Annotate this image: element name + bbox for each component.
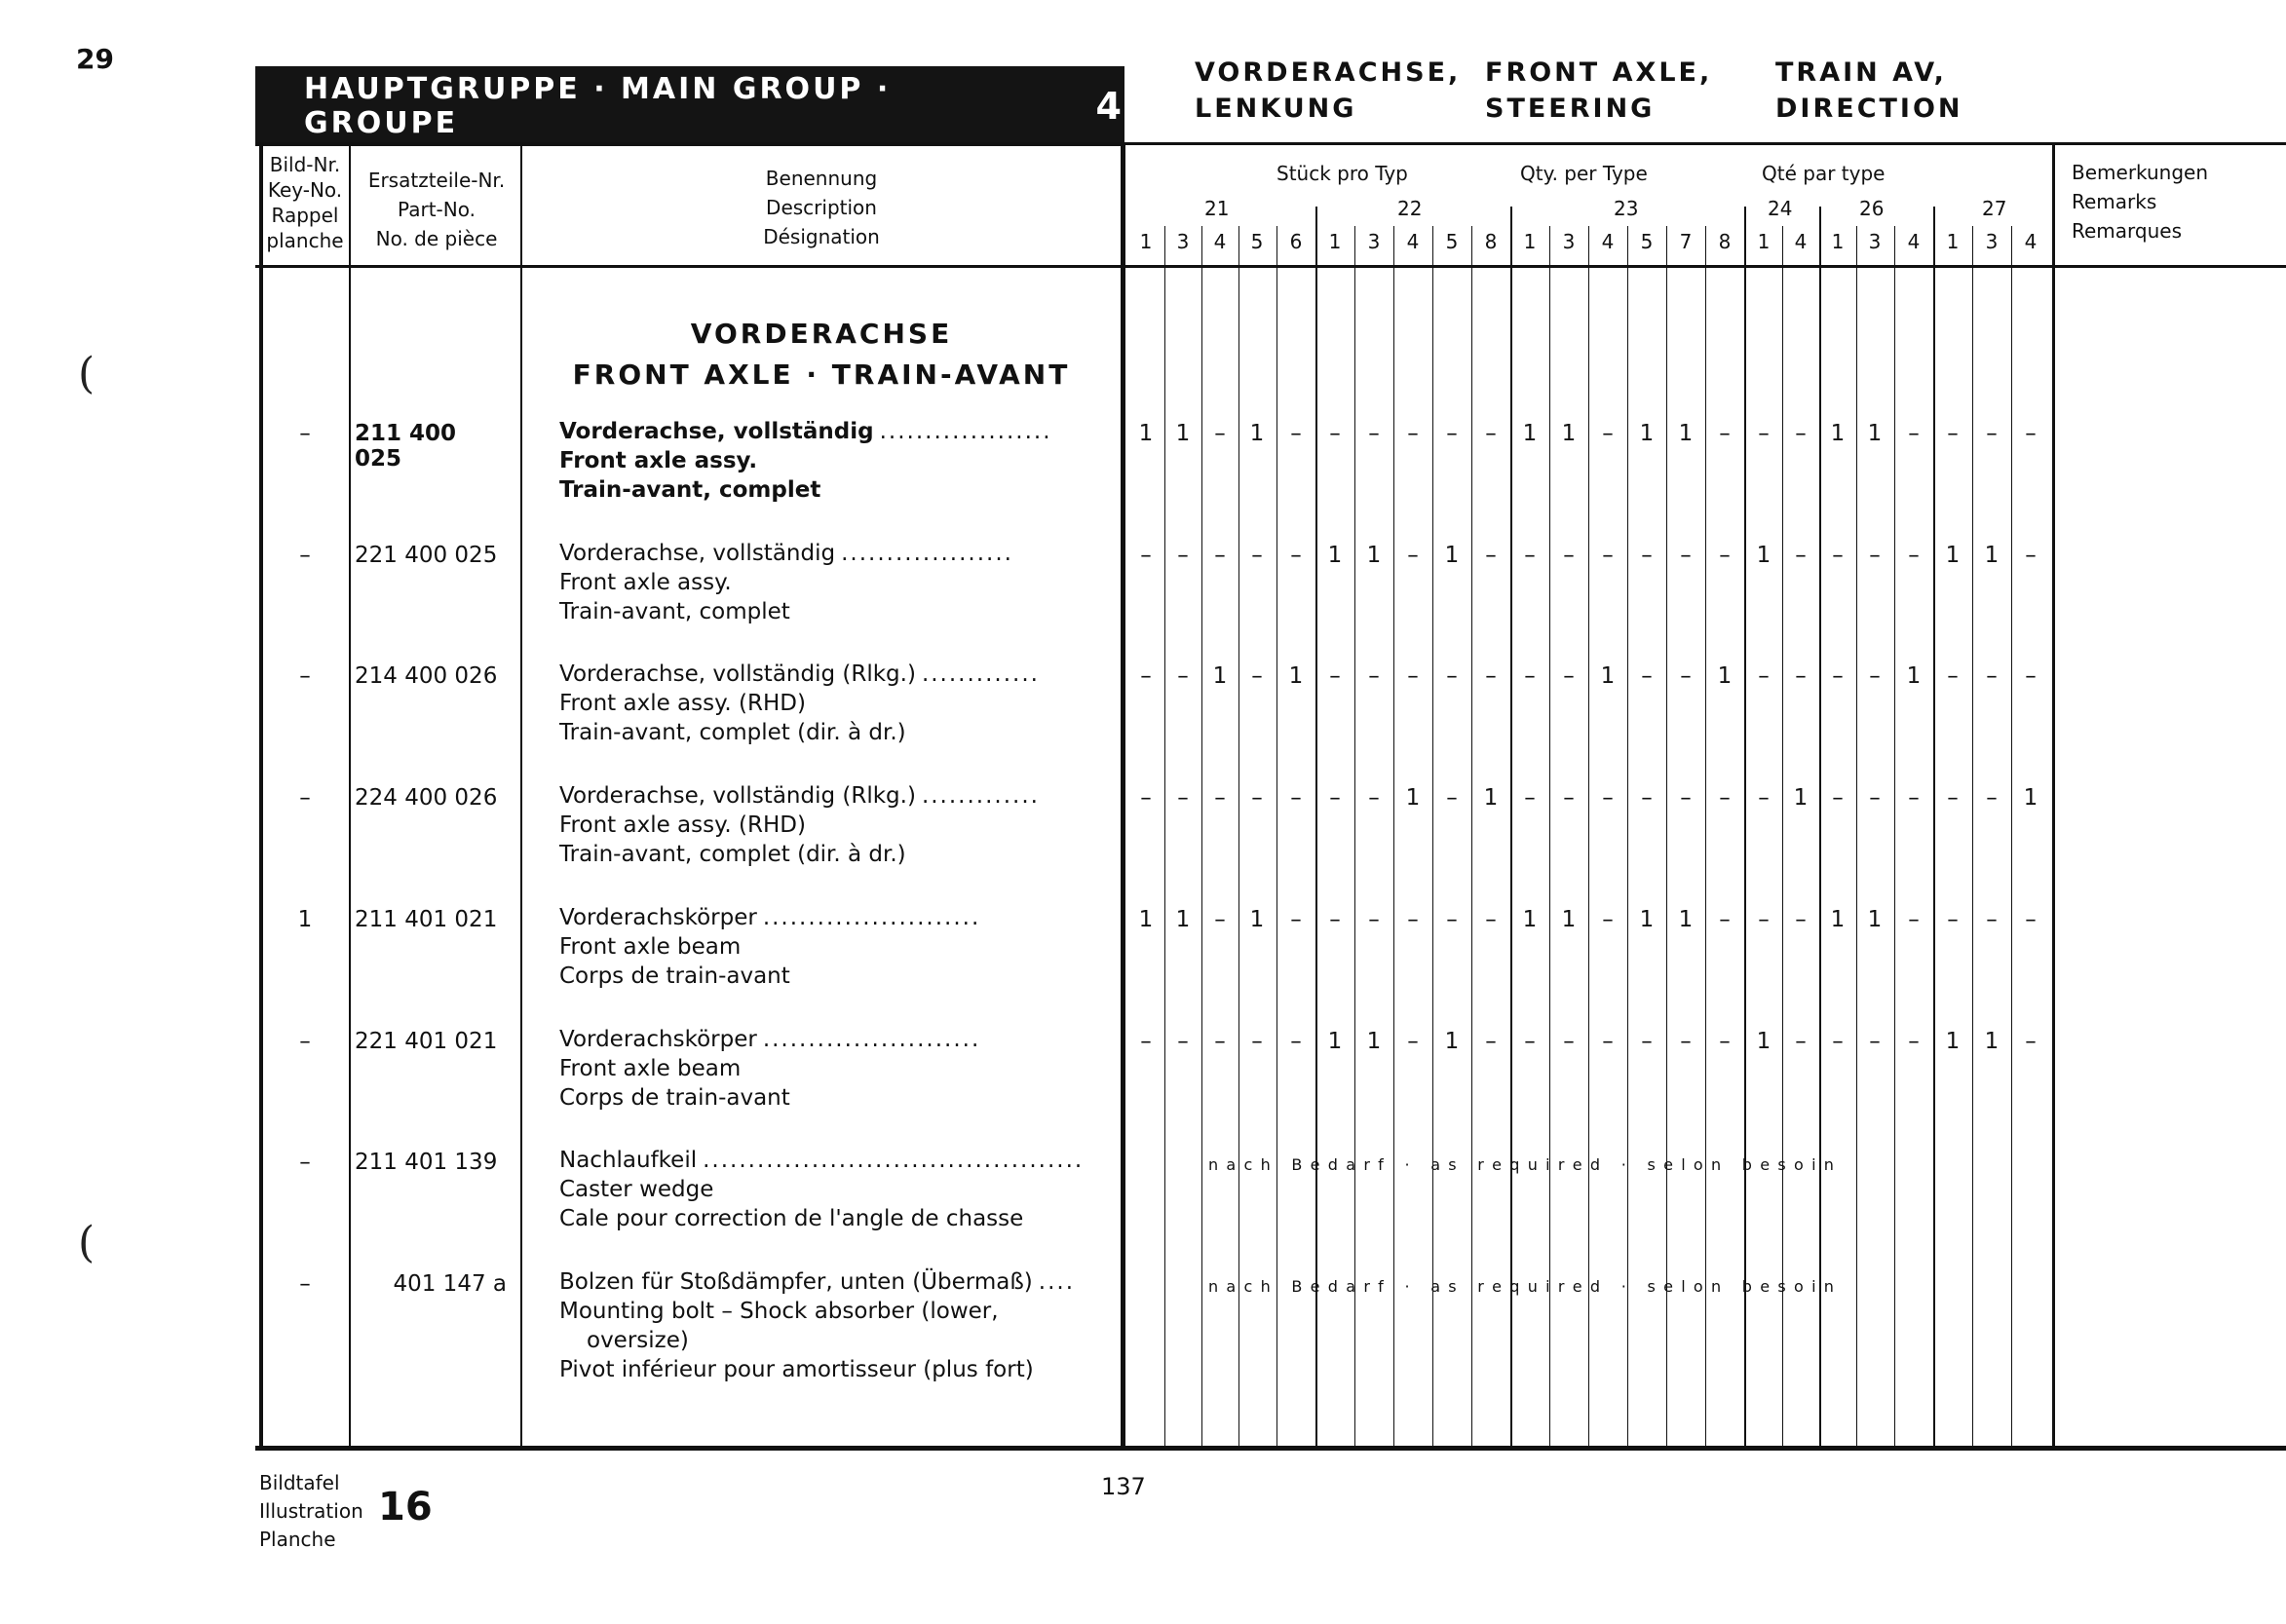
qty-column-divider <box>1705 226 1706 1448</box>
qty-cell: – <box>1485 421 1497 446</box>
qty-cell: – <box>1251 785 1263 811</box>
qty-cell: 1 <box>1522 421 1538 446</box>
qty-cell: – <box>1869 543 1881 568</box>
qty-subcolumn-number: 4 <box>1213 230 1227 253</box>
qty-cell: – <box>1869 785 1881 811</box>
type-group-label: 24 <box>1768 197 1793 220</box>
qty-column-divider <box>1666 226 1667 1448</box>
qty-cell: – <box>1832 1029 1844 1054</box>
key-column-header: Bild-Nr. Key-No. Rappel planche <box>266 153 344 252</box>
qty-cell: 1 <box>1212 663 1228 689</box>
qty-cell: – <box>1908 1029 1920 1054</box>
row-description: Vorderachse, vollständig ................... Front axle assy. Train-avant, complet <box>559 541 1013 624</box>
qty-subcolumn-number: 1 <box>1831 230 1845 253</box>
qty-cell: – <box>2025 1029 2037 1054</box>
row-key-number: – <box>299 1150 311 1175</box>
qty-cell: – <box>1719 543 1731 568</box>
row-part-number: 211 401 139 <box>355 1150 498 1175</box>
qty-cell: 1 <box>1561 907 1577 932</box>
qty-subcolumn-number: 8 <box>1718 230 1732 253</box>
qty-cell: – <box>1641 785 1653 811</box>
row-key-number: – <box>299 421 311 446</box>
qty-header-english: Qty. per Type <box>1520 162 1648 185</box>
row-description: Vorderachse, vollständig (Rlkg.) ............. Front axle assy. (RHD) Train-avant, complet (dir. à dr.) <box>559 783 1040 867</box>
qty-cell: – <box>1485 543 1497 568</box>
qty-cell: – <box>1795 543 1807 568</box>
header-title-german: VORDERACHSE, LENKUNG <box>1195 57 1462 124</box>
qty-column-divider <box>1354 226 1355 1448</box>
qty-cell: – <box>1485 1029 1497 1054</box>
qty-cell: – <box>1177 1029 1189 1054</box>
qty-column-divider <box>2011 226 2012 1448</box>
qty-cell: 1 <box>1756 543 1772 568</box>
qty-cell: – <box>1680 543 1692 568</box>
qty-cell: – <box>1368 421 1380 446</box>
as-required-note: n a c h B e d a r f · a s r e q u i r e d · s e l o n b e s o i n <box>1208 1155 1836 1174</box>
row-part-number: 221 400 025 <box>355 543 498 568</box>
qty-cell: – <box>1524 543 1536 568</box>
qty-cell: – <box>1407 421 1419 446</box>
qty-cell: 1 <box>2023 785 2038 811</box>
qty-cell: – <box>1214 785 1226 811</box>
qty-cell: – <box>1214 421 1226 446</box>
qty-cell: – <box>1832 543 1844 568</box>
row-description: Bolzen für Stoßdämpfer, unten (Übermaß) .... Mounting bolt – Shock absorber (lower, oversize) Pivot inférieur pour amortisseur (plus fort) <box>559 1269 1076 1382</box>
qty-cell: 1 <box>1639 907 1655 932</box>
qty-cell: 1 <box>1483 785 1499 811</box>
qty-cell: – <box>1680 1029 1692 1054</box>
qty-cell: – <box>1869 1029 1881 1054</box>
qty-cell: 1 <box>1249 421 1265 446</box>
qty-cell: – <box>1795 1029 1807 1054</box>
qty-cell: – <box>1407 1029 1419 1054</box>
qty-cell: 1 <box>1984 1029 2000 1054</box>
qty-cell: – <box>1214 907 1226 932</box>
qty-cell: – <box>1290 421 1302 446</box>
qty-cell: – <box>1407 543 1419 568</box>
qty-cell: – <box>1290 785 1302 811</box>
qty-cell: – <box>1563 543 1575 568</box>
qty-cell: – <box>1368 907 1380 932</box>
qty-cell: 1 <box>1678 907 1694 932</box>
qty-cell: – <box>1290 543 1302 568</box>
qty-cell: – <box>1446 785 1458 811</box>
row-part-number: 211 401 021 <box>355 907 498 932</box>
qty-cell: 1 <box>1678 421 1694 446</box>
qty-cell: – <box>1524 785 1536 811</box>
qty-cell: – <box>1177 543 1189 568</box>
qty-subcolumn-number: 1 <box>1757 230 1771 253</box>
qty-cell: – <box>1140 663 1152 689</box>
remarks-column-header: Bemerkungen Remarks Remarques <box>2072 161 2209 243</box>
qty-cell: – <box>1563 663 1575 689</box>
qty-cell: 1 <box>1444 543 1460 568</box>
qty-cell: – <box>1368 663 1380 689</box>
row-key-number: – <box>299 1271 311 1297</box>
qty-column-divider <box>1856 226 1857 1448</box>
qty-cell: – <box>1947 785 1959 811</box>
qty-cell: – <box>1947 907 1959 932</box>
qty-cell: – <box>1719 785 1731 811</box>
qty-cell: – <box>1329 663 1341 689</box>
qty-cell: – <box>1680 785 1692 811</box>
qty-cell: – <box>1602 421 1614 446</box>
qty-subcolumn-number: 4 <box>2024 230 2038 253</box>
qty-cell: – <box>1251 663 1263 689</box>
row-key-number: – <box>299 1029 311 1054</box>
main-group-label: HAUPTGRUPPE · MAIN GROUP · GROUPE <box>304 72 892 140</box>
qty-cell: 1 <box>1717 663 1733 689</box>
qty-column-divider <box>1201 226 1202 1448</box>
qty-cell: – <box>1329 421 1341 446</box>
qty-cell: – <box>1177 785 1189 811</box>
qty-cell: – <box>1485 907 1497 932</box>
plate-label: Bildtafel Illustration Planche <box>259 1471 363 1551</box>
qty-cell: – <box>1641 1029 1653 1054</box>
type-group-label: 22 <box>1397 197 1423 220</box>
qty-cell: 1 <box>1288 663 1304 689</box>
qty-column-divider <box>1782 226 1783 1448</box>
row-description: Vorderachse, vollständig (Rlkg.) ............. Front axle assy. (RHD) Train-avant, complet (dir. à dr.) <box>559 661 1040 745</box>
qty-cell: – <box>1719 421 1731 446</box>
qty-column-divider <box>1432 226 1433 1448</box>
row-description: Vorderachse, vollständig ................... Front axle assy. Train-avant, complet <box>559 419 1052 503</box>
qty-cell: – <box>1832 663 1844 689</box>
qty-cell: – <box>2025 907 2037 932</box>
qty-cell: – <box>1908 907 1920 932</box>
part-column-header: Ersatzteile-Nr. Part-No. No. de pièce <box>367 169 506 250</box>
qty-subcolumn-number: 5 <box>1250 230 1264 253</box>
qty-cell: – <box>1758 907 1770 932</box>
qty-cell: – <box>1140 785 1152 811</box>
qty-cell: – <box>1986 421 1998 446</box>
row-part-number: 224 400 026 <box>355 785 498 811</box>
qty-column-divider <box>1164 226 1165 1448</box>
qty-cell: 1 <box>1138 421 1154 446</box>
type-group-label: 23 <box>1614 197 1639 220</box>
qty-column-divider <box>1510 207 1512 1448</box>
qty-cell: – <box>1986 907 1998 932</box>
qty-cell: 1 <box>1138 907 1154 932</box>
qty-cell: 1 <box>1522 907 1538 932</box>
qty-cell: – <box>1446 663 1458 689</box>
qty-cell: 1 <box>1945 1029 1961 1054</box>
qty-column-divider <box>1744 207 1746 1448</box>
row-key-number: – <box>299 543 311 568</box>
main-group-header <box>255 66 1124 146</box>
qty-column-divider <box>1549 226 1550 1448</box>
qty-subcolumn-number: 3 <box>1176 230 1190 253</box>
qty-subcolumn-number: 7 <box>1679 230 1693 253</box>
qty-subcolumn-number: 1 <box>1523 230 1537 253</box>
qty-cell: – <box>1446 907 1458 932</box>
qty-subcolumn-number: 3 <box>1985 230 1999 253</box>
qty-cell: – <box>1719 907 1731 932</box>
qty-cell: – <box>1908 421 1920 446</box>
qty-subcolumn-number: 1 <box>1328 230 1342 253</box>
qty-cell: – <box>1563 785 1575 811</box>
description-column-header: Benennung Description Désignation <box>763 167 880 248</box>
type-group-label: 27 <box>1982 197 2007 220</box>
qty-subcolumn-number: 1 <box>1139 230 1153 253</box>
row-part-number: 401 147 a <box>393 1271 507 1297</box>
qty-cell: – <box>1832 785 1844 811</box>
qty-subcolumn-number: 5 <box>1640 230 1654 253</box>
qty-cell: – <box>1908 543 1920 568</box>
qty-cell: 1 <box>1830 421 1846 446</box>
qty-cell: 1 <box>1444 1029 1460 1054</box>
qty-cell: – <box>1680 663 1692 689</box>
qty-cell: 1 <box>1867 421 1883 446</box>
qty-cell: – <box>1641 543 1653 568</box>
qty-subcolumn-number: 6 <box>1289 230 1303 253</box>
qty-column-divider <box>1933 207 1935 1448</box>
qty-cell: – <box>1368 785 1380 811</box>
qty-cell: 1 <box>1249 907 1265 932</box>
qty-cell: – <box>1602 1029 1614 1054</box>
plate-number: 16 <box>378 1485 433 1530</box>
header-title-french: TRAIN AV, DIRECTION <box>1775 57 1963 124</box>
row-key-number: – <box>299 663 311 689</box>
qty-header-german: Stück pro Typ <box>1276 162 1408 185</box>
as-required-note: n a c h B e d a r f · a s r e q u i r e d · s e l o n b e s o i n <box>1208 1277 1836 1296</box>
qty-cell: 1 <box>1906 663 1922 689</box>
qty-cell: 1 <box>1366 1029 1382 1054</box>
main-group-number: 4 <box>1095 85 1124 128</box>
qty-cell: – <box>1719 1029 1731 1054</box>
qty-cell: – <box>1908 785 1920 811</box>
qty-cell: – <box>1563 1029 1575 1054</box>
margin-paren-mark: ( <box>78 1218 95 1267</box>
row-description: Vorderachskörper ........................ Front axle beam Corps de train-avant <box>559 1027 981 1111</box>
qty-cell: – <box>1329 785 1341 811</box>
qty-cell: – <box>1602 543 1614 568</box>
qty-column-divider <box>1393 226 1394 1448</box>
qty-cell: – <box>1947 421 1959 446</box>
row-key-number: – <box>299 785 311 811</box>
qty-cell: – <box>1641 663 1653 689</box>
qty-cell: – <box>1177 663 1189 689</box>
qty-cell: – <box>1214 543 1226 568</box>
qty-cell: – <box>1251 1029 1263 1054</box>
type-group-label: 26 <box>1859 197 1885 220</box>
qty-cell: – <box>1758 421 1770 446</box>
qty-cell: – <box>1140 1029 1152 1054</box>
qty-cell: 1 <box>1867 907 1883 932</box>
qty-cell: – <box>1329 907 1341 932</box>
qty-cell: 1 <box>1756 1029 1772 1054</box>
qty-column-divider <box>1315 207 1317 1448</box>
qty-cell: – <box>1290 907 1302 932</box>
qty-column-divider <box>1276 226 1277 1448</box>
qty-column-divider <box>1238 226 1239 1448</box>
qty-cell: – <box>1986 663 1998 689</box>
qty-cell: – <box>1986 785 1998 811</box>
qty-subcolumn-number: 3 <box>1868 230 1882 253</box>
qty-cell: – <box>1524 1029 1536 1054</box>
margin-paren-mark: ( <box>78 349 95 398</box>
qty-cell: – <box>1869 663 1881 689</box>
row-part-number: 214 400 026 <box>355 663 498 689</box>
qty-cell: 1 <box>1175 907 1191 932</box>
row-description: Vorderachskörper ........................ Front axle beam Corps de train-avant <box>559 905 981 989</box>
qty-cell: 1 <box>1600 663 1616 689</box>
qty-subcolumn-number: 3 <box>1562 230 1576 253</box>
qty-cell: – <box>1602 907 1614 932</box>
row-description: Nachlaufkeil .......................................... Caster wedge Cale pour correction de l'angle de chasse <box>559 1148 1085 1231</box>
qty-cell: 1 <box>1405 785 1421 811</box>
qty-subcolumn-number: 5 <box>1445 230 1459 253</box>
qty-subcolumn-number: 4 <box>1601 230 1615 253</box>
qty-cell: – <box>1214 1029 1226 1054</box>
qty-subcolumn-number: 1 <box>1946 230 1960 253</box>
qty-cell: – <box>1758 785 1770 811</box>
section-title: VORDERACHSE FRONT AXLE · TRAIN-AVANT <box>572 318 1071 391</box>
qty-column-divider <box>1588 226 1589 1448</box>
qty-cell: – <box>2025 421 2037 446</box>
qty-cell: 1 <box>1175 421 1191 446</box>
qty-column-divider <box>1972 226 1973 1448</box>
header-title-english: FRONT AXLE, STEERING <box>1485 57 1713 124</box>
row-part-number: 211 400 025 <box>355 421 457 472</box>
qty-cell: – <box>1947 663 1959 689</box>
qty-cell: – <box>1795 907 1807 932</box>
qty-column-divider <box>1819 207 1821 1448</box>
qty-column-divider <box>1894 226 1895 1448</box>
qty-cell: 1 <box>1639 421 1655 446</box>
qty-cell: – <box>1758 663 1770 689</box>
qty-cell: – <box>1795 663 1807 689</box>
qty-cell: 1 <box>1366 543 1382 568</box>
qty-subcolumn-number: 8 <box>1484 230 1498 253</box>
qty-cell: – <box>1407 907 1419 932</box>
qty-subcolumn-number: 4 <box>1406 230 1420 253</box>
qty-subcolumn-number: 4 <box>1794 230 1808 253</box>
qty-cell: – <box>1485 663 1497 689</box>
row-part-number: 221 401 021 <box>355 1029 498 1054</box>
qty-cell: 1 <box>1327 1029 1343 1054</box>
type-group-label: 21 <box>1204 197 1230 220</box>
qty-cell: – <box>1446 421 1458 446</box>
qty-subcolumn-number: 4 <box>1907 230 1921 253</box>
qty-cell: – <box>2025 543 2037 568</box>
qty-cell: 1 <box>1945 543 1961 568</box>
qty-subcolumn-number: 3 <box>1367 230 1381 253</box>
qty-cell: 1 <box>1793 785 1809 811</box>
sheet-number: 29 <box>76 43 114 75</box>
qty-cell: – <box>1602 785 1614 811</box>
qty-cell: – <box>1795 421 1807 446</box>
qty-column-divider <box>1471 226 1472 1448</box>
qty-cell: – <box>2025 663 2037 689</box>
row-key-number: 1 <box>297 907 313 932</box>
qty-header-french: Qté par type <box>1762 162 1886 185</box>
qty-cell: – <box>1524 663 1536 689</box>
qty-cell: – <box>1407 663 1419 689</box>
qty-cell: 1 <box>1561 421 1577 446</box>
qty-cell: – <box>1251 543 1263 568</box>
page-number: 137 <box>1101 1473 1146 1500</box>
qty-cell: 1 <box>1830 907 1846 932</box>
qty-cell: 1 <box>1984 543 2000 568</box>
qty-cell: 1 <box>1327 543 1343 568</box>
qty-cell: – <box>1290 1029 1302 1054</box>
qty-cell: – <box>1140 543 1152 568</box>
qty-column-divider <box>1627 226 1628 1448</box>
